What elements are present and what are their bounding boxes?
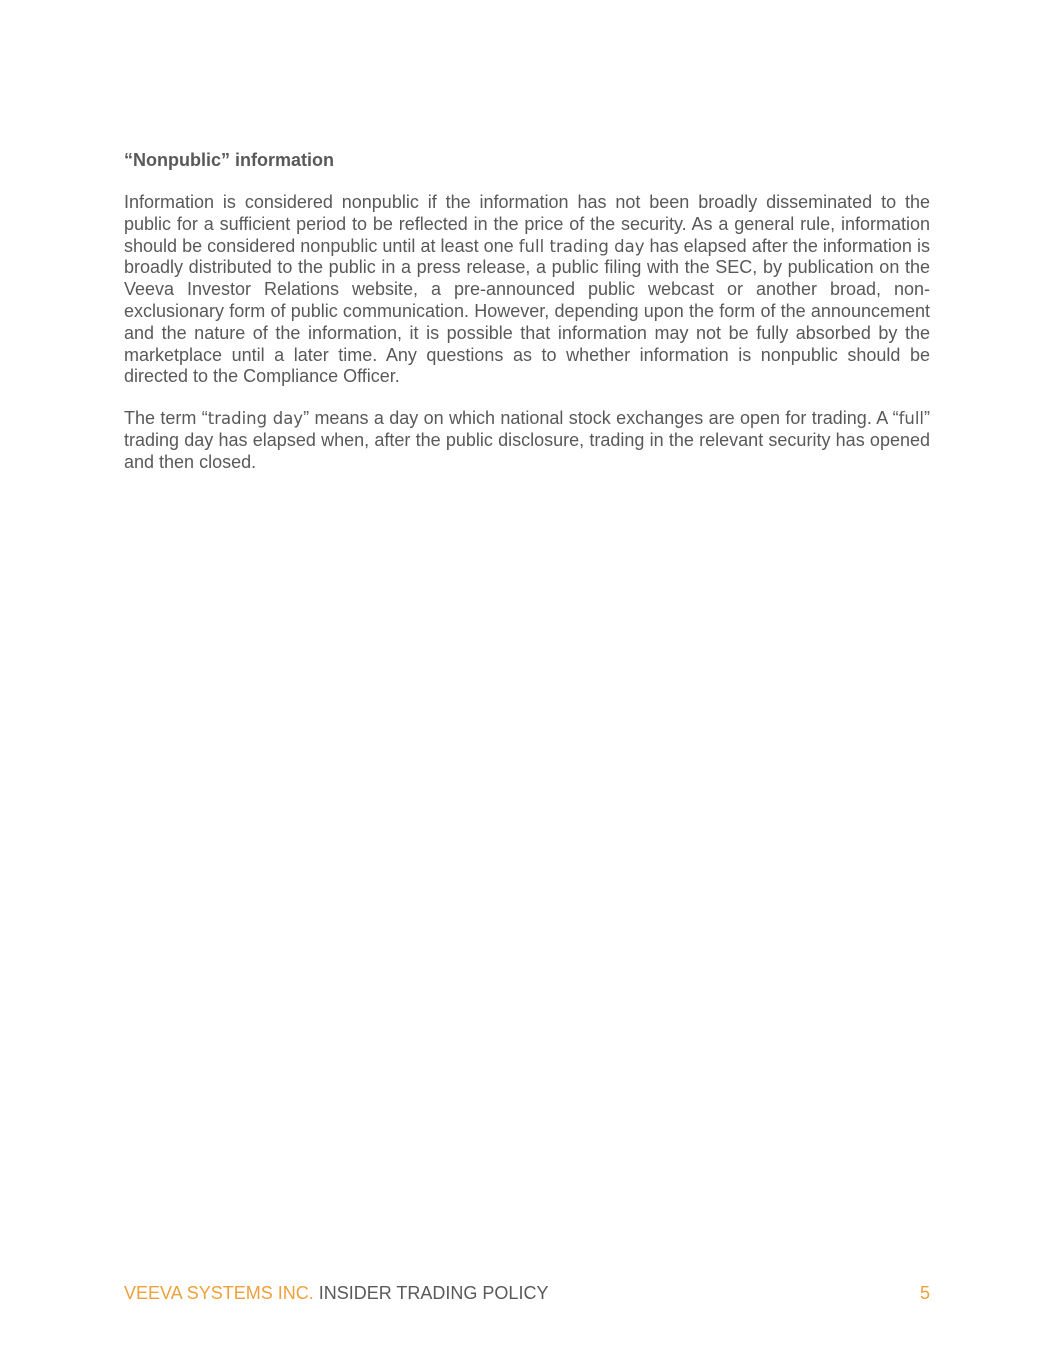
paragraph-nonpublic-definition [124, 192, 930, 388]
paragraph-trading-day-definition [124, 408, 930, 473]
paragraph2-part2: ” means a day on which national stock exchanges are open for trading. A “ [303, 408, 899, 429]
section-heading: “Nonpublic” information [124, 150, 334, 170]
page-number: 5 [919, 1283, 930, 1303]
document-page [124, 148, 930, 494]
footer-doc-title: INSIDER TRADING POLICY [313, 1283, 549, 1303]
paragraph1-part1: Information is considered nonpublic if the information has not been broadly disseminated to the public for a sufficient period to be reflected in the price of the security. As a general rule, information should be considered nonpublic until at least one [124, 192, 930, 256]
term-trading-day: trading day [207, 409, 304, 429]
page-footer [124, 1281, 930, 1305]
term-full-trading-day: full trading day [518, 236, 645, 256]
footer-title [124, 1281, 548, 1305]
paragraph2-part3: ” trading day has elapsed when, after the public disclosure, trading in the relevant security has opened and then closed. [124, 408, 931, 472]
paragraph2-part1: The term “ [124, 408, 208, 429]
paragraph1-part2: has elapsed after the information is broadly distributed to the public in a press release, a public filing with the SEC, by publication on the Veeva Investor Relations website, a pre-announced public webcast or another broad, non-exclusionary form of public communication. However, depending upon the form of the announcement and the nature of the information, it is possible that information may not be fully absorbed by the marketplace until a later time. Any questions as to whether information is nonpublic should be directed to the Compliance Officer. [124, 235, 930, 387]
footer-company: VEEVA SYSTEMS INC. [124, 1283, 314, 1303]
term-full: full [898, 409, 925, 429]
